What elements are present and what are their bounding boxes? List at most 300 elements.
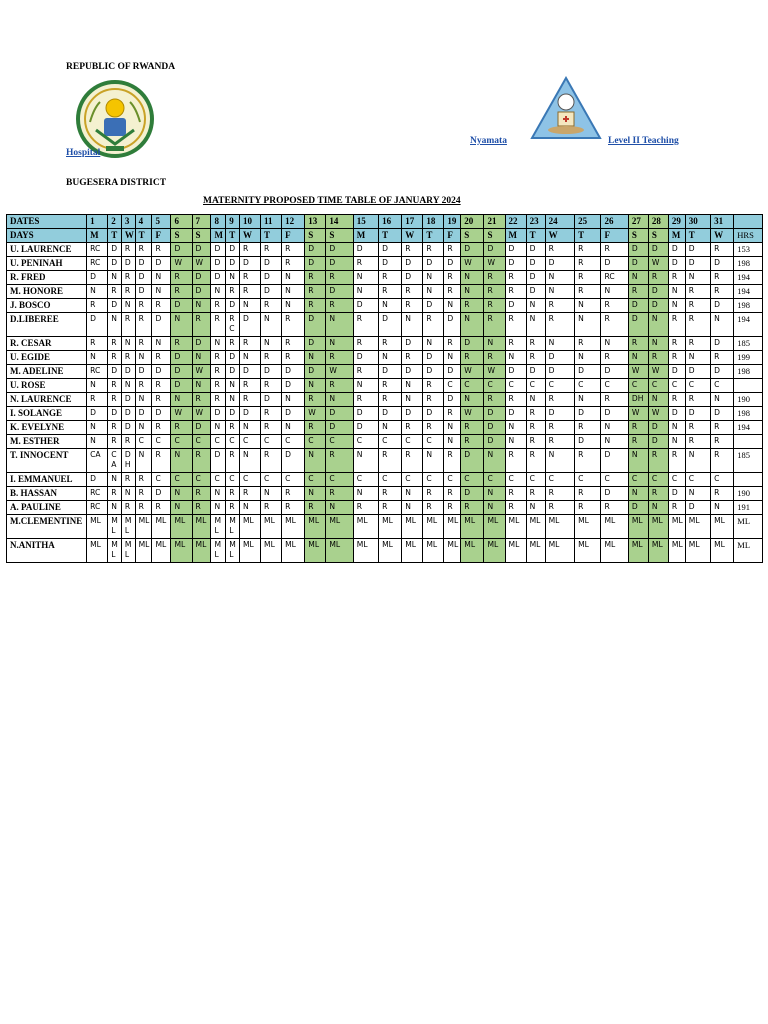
hospital-link[interactable]: Hospital	[66, 148, 101, 158]
hours-cell: 198	[734, 299, 763, 313]
shift-cell: N	[239, 299, 260, 313]
shift-cell: W	[484, 365, 505, 379]
shift-cell: C	[226, 435, 240, 449]
shift-cell: R	[484, 299, 505, 313]
shift-cell: W	[648, 407, 668, 421]
dates-row-cell: 21	[484, 215, 505, 229]
shift-cell: R	[444, 285, 461, 299]
shift-cell: R	[379, 487, 402, 501]
shift-cell: R	[444, 407, 461, 421]
shift-cell: R	[575, 337, 601, 351]
shift-cell: ML	[484, 539, 505, 563]
shift-cell: N	[444, 299, 461, 313]
shift-cell: D	[261, 365, 282, 379]
shift-cell: D	[152, 313, 171, 337]
shift-cell: D	[711, 257, 734, 271]
shift-cell: R	[239, 243, 260, 257]
hours-cell: 199	[734, 351, 763, 365]
shift-cell: R	[261, 299, 282, 313]
shift-cell: N	[402, 501, 423, 515]
hours-cell: 198	[734, 257, 763, 271]
shift-cell: ML	[601, 539, 628, 563]
shift-cell: ML	[282, 539, 305, 563]
hospital-logo-icon	[530, 76, 602, 140]
shift-cell: R	[108, 337, 122, 351]
shift-cell: N	[526, 393, 545, 407]
shift-cell: D	[135, 257, 152, 271]
days-row-cell: HRS	[734, 229, 763, 243]
shift-cell: R	[711, 421, 734, 435]
shift-cell: W	[171, 407, 192, 421]
shift-cell: N	[505, 421, 526, 435]
shift-cell: N	[305, 449, 326, 473]
shift-cell: C	[171, 473, 192, 487]
shift-cell: N	[171, 501, 192, 515]
shift-cell: D	[628, 299, 648, 313]
page-title: MATERNITY PROPOSED TIME TABLE OF JANUARY 2024	[203, 196, 461, 206]
dates-row-cell: 11	[261, 215, 282, 229]
shift-cell: R	[423, 243, 444, 257]
shift-cell: D	[545, 257, 575, 271]
shift-cell: N	[461, 393, 484, 407]
shift-cell: R	[545, 393, 575, 407]
shift-cell: R	[226, 421, 240, 435]
shift-cell: C	[171, 435, 192, 449]
shift-cell: N	[135, 393, 152, 407]
shift-cell: C	[379, 473, 402, 487]
shift-cell: D	[87, 313, 108, 337]
shift-cell: N	[628, 351, 648, 365]
shift-cell: N	[668, 421, 685, 435]
shift-cell: C	[526, 379, 545, 393]
shift-cell: N	[601, 285, 628, 299]
hours-cell: 190	[734, 487, 763, 501]
shift-cell: D	[545, 407, 575, 421]
shift-cell: R	[628, 285, 648, 299]
shift-cell: R	[152, 351, 171, 365]
staff-name: A. PAULINE	[7, 501, 87, 515]
shift-cell: R	[379, 449, 402, 473]
shift-cell: D	[601, 449, 628, 473]
shift-cell: N	[526, 299, 545, 313]
table-row	[7, 407, 763, 421]
shift-cell: ML	[108, 515, 122, 539]
hours-cell: 153	[734, 243, 763, 257]
dates-row-cell: 3	[121, 215, 135, 229]
shift-cell: ML	[379, 539, 402, 563]
days-row-cell: S	[326, 229, 353, 243]
shift-cell: R	[305, 285, 326, 299]
shift-cell: N	[423, 271, 444, 285]
shift-cell: ML	[711, 515, 734, 539]
shift-cell: R	[685, 337, 710, 351]
shift-cell: R	[423, 487, 444, 501]
shift-cell: R	[87, 393, 108, 407]
shift-cell: R	[211, 393, 226, 407]
dates-row-cell: 17	[402, 215, 423, 229]
shift-cell: R	[192, 393, 211, 407]
shift-cell: N	[668, 435, 685, 449]
shift-cell: D	[261, 271, 282, 285]
dates-row-cell: 9	[226, 215, 240, 229]
shift-cell: R	[326, 449, 353, 473]
shift-cell: R	[402, 421, 423, 435]
shift-cell: N	[211, 285, 226, 299]
shift-cell: R	[379, 337, 402, 351]
shift-cell: C	[461, 379, 484, 393]
shift-cell: D	[685, 365, 710, 379]
shift-cell: D	[192, 337, 211, 351]
shift-cell: C	[135, 435, 152, 449]
days-row-label: DAYS	[7, 229, 87, 243]
dates-row-cell: 13	[305, 215, 326, 229]
shift-cell: ML	[668, 539, 685, 563]
shift-cell: N	[648, 393, 668, 407]
shift-cell: ML	[402, 539, 423, 563]
dates-row-cell: 27	[628, 215, 648, 229]
table-row	[7, 473, 763, 487]
shift-cell: R	[121, 271, 135, 285]
table-row	[7, 487, 763, 501]
shift-cell: ML	[226, 515, 240, 539]
shift-cell: R	[628, 421, 648, 435]
shift-cell: ML	[171, 515, 192, 539]
shift-cell: N	[211, 501, 226, 515]
hours-cell	[734, 379, 763, 393]
shift-cell: C	[282, 435, 305, 449]
shift-cell: D	[685, 407, 710, 421]
hours-cell	[734, 473, 763, 487]
shift-cell: R	[121, 473, 135, 487]
shift-cell: N	[261, 337, 282, 351]
shift-cell: D	[685, 243, 710, 257]
shift-cell: D	[505, 243, 526, 257]
days-row-cell: F	[282, 229, 305, 243]
shift-cell: R	[121, 435, 135, 449]
shift-cell: R	[711, 271, 734, 285]
district-title: BUGESERA DISTRICT	[66, 178, 167, 188]
shift-cell: D	[545, 365, 575, 379]
shift-cell: D	[648, 299, 668, 313]
shift-cell: R	[305, 271, 326, 285]
shift-cell: R	[461, 421, 484, 435]
shift-cell: R	[648, 271, 668, 285]
shift-cell: D	[668, 365, 685, 379]
table-row	[7, 243, 763, 257]
shift-cell: R	[484, 351, 505, 365]
hours-cell: ML	[734, 539, 763, 563]
staff-name: M.CLEMENTINE	[7, 515, 87, 539]
shift-cell: D	[484, 407, 505, 421]
shift-cell: ML	[648, 515, 668, 539]
shift-cell: R	[226, 501, 240, 515]
shift-cell: R	[326, 487, 353, 501]
shift-cell: C	[711, 473, 734, 487]
shift-cell: N	[353, 487, 378, 501]
shift-cell: D	[152, 365, 171, 379]
days-row-cell: T	[261, 229, 282, 243]
shift-cell: R	[305, 501, 326, 515]
shift-cell: N	[282, 271, 305, 285]
shift-cell: D	[461, 449, 484, 473]
shift-cell: R	[668, 393, 685, 407]
shift-cell: D	[192, 285, 211, 299]
shift-cell: R	[261, 501, 282, 515]
table-row	[7, 351, 763, 365]
shift-cell: D	[505, 365, 526, 379]
shift-cell: D	[575, 365, 601, 379]
staff-name: M. HONORE	[7, 285, 87, 299]
shift-cell: N	[239, 421, 260, 435]
shift-cell: R	[87, 337, 108, 351]
shift-cell: R	[226, 487, 240, 501]
shift-cell: D	[444, 393, 461, 407]
dates-row-label: DATES	[7, 215, 87, 229]
hours-cell: 198	[734, 365, 763, 379]
shift-cell: W	[648, 257, 668, 271]
shift-cell: R	[282, 313, 305, 337]
shift-cell: R	[135, 243, 152, 257]
shift-cell: N	[423, 449, 444, 473]
shift-cell: R	[211, 351, 226, 365]
shift-cell: W	[171, 257, 192, 271]
shift-cell: R	[239, 271, 260, 285]
shift-cell: R	[628, 337, 648, 351]
shift-cell: N	[379, 421, 402, 435]
shift-cell: N	[444, 421, 461, 435]
shift-cell: D	[575, 407, 601, 421]
shift-cell: D	[379, 365, 402, 379]
shift-cell: N	[87, 435, 108, 449]
shift-cell: R	[711, 285, 734, 299]
shift-cell: ML	[648, 539, 668, 563]
shift-cell: D	[226, 351, 240, 365]
shift-cell: N	[353, 449, 378, 473]
shift-cell: R	[505, 393, 526, 407]
shift-cell: D	[648, 435, 668, 449]
shift-cell: R	[353, 393, 378, 407]
shift-cell: N	[326, 501, 353, 515]
shift-cell: R	[505, 313, 526, 337]
shift-cell: N	[171, 449, 192, 473]
days-row-cell: T	[135, 229, 152, 243]
shift-cell: R	[526, 407, 545, 421]
shift-cell: D	[135, 365, 152, 379]
shift-cell: W	[628, 365, 648, 379]
shift-cell: N	[353, 271, 378, 285]
shift-cell: N	[192, 299, 211, 313]
shift-cell: D	[239, 407, 260, 421]
shift-cell: C	[326, 435, 353, 449]
shift-cell: C	[545, 379, 575, 393]
shift-cell: D	[461, 487, 484, 501]
shift-cell: ML	[305, 539, 326, 563]
shift-cell: R	[353, 257, 378, 271]
shift-cell: R	[648, 487, 668, 501]
shift-cell: W	[192, 407, 211, 421]
shift-cell: D	[282, 365, 305, 379]
dates-row-cell: 4	[135, 215, 152, 229]
shift-cell: ML	[152, 539, 171, 563]
days-row-cell: W	[239, 229, 260, 243]
staff-name: N.ANITHA	[7, 539, 87, 563]
staff-name: N. LAURENCE	[7, 393, 87, 407]
shift-cell: N	[648, 337, 668, 351]
shift-cell: N	[226, 393, 240, 407]
shift-cell: R	[121, 313, 135, 337]
shift-cell: ML	[601, 515, 628, 539]
days-row-cell: S	[648, 229, 668, 243]
shift-cell: ML	[171, 539, 192, 563]
staff-name: U. PENINAH	[7, 257, 87, 271]
shift-cell: D	[135, 285, 152, 299]
shift-cell: R	[402, 351, 423, 365]
shift-cell: D	[152, 257, 171, 271]
shift-cell: ML	[545, 539, 575, 563]
shift-cell: R	[685, 393, 710, 407]
shift-cell: ML	[526, 539, 545, 563]
shift-cell: N	[87, 379, 108, 393]
shift-cell: R	[444, 243, 461, 257]
shift-cell: ML	[685, 515, 710, 539]
shift-cell: ML	[461, 515, 484, 539]
shift-cell: D	[326, 285, 353, 299]
shift-cell: R	[108, 393, 122, 407]
shift-cell: D	[226, 243, 240, 257]
shift-cell: R	[108, 435, 122, 449]
shift-cell: R	[171, 271, 192, 285]
shift-cell: ML	[108, 539, 122, 563]
shift-cell: ML	[484, 515, 505, 539]
shift-cell: ML	[326, 539, 353, 563]
days-row-cell: T	[226, 229, 240, 243]
dates-row	[7, 215, 763, 229]
shift-cell: N	[353, 379, 378, 393]
shift-cell: N	[444, 435, 461, 449]
shift-cell: R	[135, 501, 152, 515]
shift-cell: R	[226, 449, 240, 473]
shift-cell: C	[423, 473, 444, 487]
shift-cell: R	[711, 487, 734, 501]
shift-cell: R	[402, 285, 423, 299]
table-row	[7, 257, 763, 271]
shift-cell: D	[226, 299, 240, 313]
shift-cell: N	[282, 421, 305, 435]
shift-cell: R	[423, 501, 444, 515]
shift-cell: D	[601, 257, 628, 271]
shift-cell: N	[171, 393, 192, 407]
staff-name: U. LAURENCE	[7, 243, 87, 257]
table-row	[7, 299, 763, 313]
shift-cell: N	[601, 421, 628, 435]
shift-cell: D	[668, 487, 685, 501]
shift-cell: R	[423, 421, 444, 435]
shift-cell: D	[211, 257, 226, 271]
level-link[interactable]: Level II Teaching	[608, 136, 679, 146]
shift-cell: D	[505, 257, 526, 271]
shift-cell: R	[152, 299, 171, 313]
shift-cell: R	[461, 501, 484, 515]
shift-cell: N	[379, 299, 402, 313]
shift-cell: CA	[108, 449, 122, 473]
shift-cell: D	[305, 243, 326, 257]
shift-cell: C	[402, 473, 423, 487]
shift-cell: R	[152, 393, 171, 407]
shift-cell: C	[575, 379, 601, 393]
shift-cell: N	[423, 337, 444, 351]
shift-cell: D	[402, 257, 423, 271]
table-row	[7, 435, 763, 449]
shift-cell: C	[628, 379, 648, 393]
dates-row-cell: 19	[444, 215, 461, 229]
shift-cell: R	[121, 501, 135, 515]
table-row	[7, 365, 763, 379]
shift-cell: N	[575, 299, 601, 313]
shift-cell: C	[461, 473, 484, 487]
shift-cell: ML	[402, 515, 423, 539]
shift-cell: C	[353, 435, 378, 449]
shift-cell: ML	[505, 515, 526, 539]
shift-cell: N	[121, 379, 135, 393]
shift-cell: R	[152, 243, 171, 257]
shift-cell: N	[211, 337, 226, 351]
shift-cell: D	[326, 421, 353, 435]
shift-cell: N	[326, 313, 353, 337]
shift-cell: R	[171, 421, 192, 435]
shift-cell: R	[668, 337, 685, 351]
days-row-cell: S	[305, 229, 326, 243]
shift-cell: C	[685, 379, 710, 393]
shift-cell: D	[87, 407, 108, 421]
days-row-cell: W	[121, 229, 135, 243]
table-row	[7, 337, 763, 351]
days-row-cell: W	[402, 229, 423, 243]
shift-cell: R	[601, 299, 628, 313]
shift-cell: R	[211, 365, 226, 379]
staff-name: I. EMMANUEL	[7, 473, 87, 487]
shift-cell: R	[192, 449, 211, 473]
hours-cell: 194	[734, 271, 763, 285]
shift-cell: D	[152, 487, 171, 501]
shift-cell: C	[444, 379, 461, 393]
days-row-cell: T	[423, 229, 444, 243]
shift-cell: R	[171, 337, 192, 351]
shift-cell: D	[668, 407, 685, 421]
shift-cell: R	[326, 351, 353, 365]
shift-cell: R	[668, 449, 685, 473]
days-row-cell: T	[379, 229, 402, 243]
shift-cell: C	[648, 379, 668, 393]
shift-cell: R	[545, 487, 575, 501]
shift-cell: R	[711, 351, 734, 365]
shift-cell: D	[192, 271, 211, 285]
shift-cell: D	[379, 407, 402, 421]
shift-cell: R	[575, 243, 601, 257]
shift-cell: D	[108, 299, 122, 313]
shift-cell: R	[575, 257, 601, 271]
shift-cell: R	[261, 421, 282, 435]
days-row-cell: T	[685, 229, 710, 243]
shift-cell: ML	[461, 539, 484, 563]
shift-cell: R	[152, 379, 171, 393]
days-row-cell: T	[108, 229, 122, 243]
nyamata-link[interactable]: Nyamata	[470, 136, 507, 146]
days-row-cell: S	[628, 229, 648, 243]
shift-cell: R	[648, 351, 668, 365]
shift-cell: R	[108, 351, 122, 365]
shift-cell: D	[484, 243, 505, 257]
shift-cell: C	[305, 435, 326, 449]
